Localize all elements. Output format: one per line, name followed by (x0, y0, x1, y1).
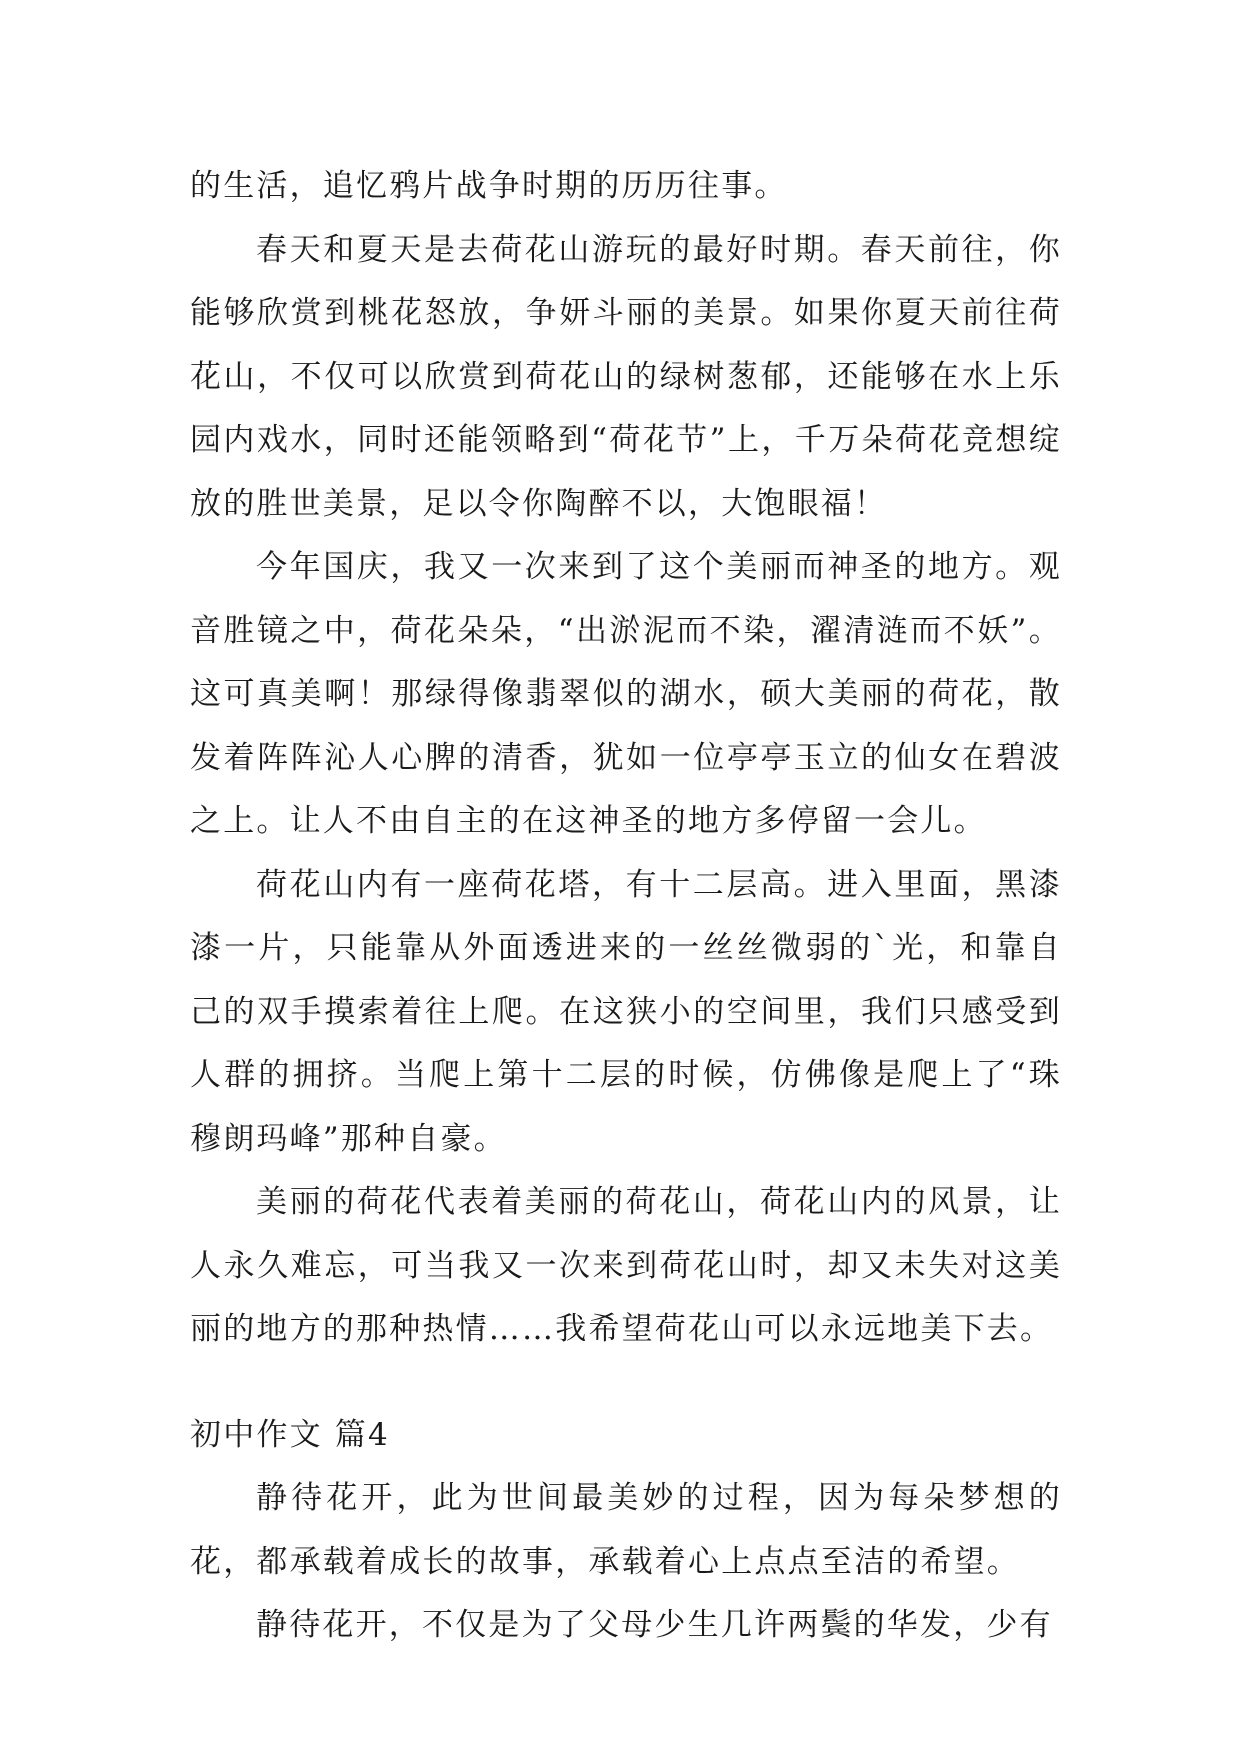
paragraph-5: 美丽的荷花代表着美丽的荷花山，荷花山内的风景，让人永久难忘，可当我又一次来到荷花山时，却又未失对这美丽的地方的那种热情……我希望荷花山可以永远地美下去。 (190, 1184, 1062, 1347)
section-heading: 初中作文 篇4 (190, 1416, 390, 1453)
paragraph-2: 春天和夏天是去荷花山游玩的最好时期。春天前往，你能够欣赏到桃花怒放，争妍斗丽的美景。如果你夏天前往荷花山，不仅可以欣赏到荷花山的绿树葱郁，还能够在水上乐园内戏水，同时还能领略到“荷花节”上，千万朵荷花竞想绽放的胜世美景，足以令你陶醉不以，大饱眼福！ (190, 231, 1062, 522)
paragraph-1: 的生活，追忆鸦片战争时期的历历往事。 (190, 168, 788, 204)
document-page (190, 155, 1062, 1658)
section-gap (190, 1362, 1062, 1404)
paragraph-6: 静待花开，此为世间最美妙的过程，因为每朵梦想的花，都承载着成长的故事，承载着心上点点至洁的希望。 (190, 1480, 1062, 1580)
paragraph-7: 静待花开，不仅是为了父母少生几许两鬓的华发，少有 (256, 1607, 1053, 1643)
paragraph-4: 荷花山内有一座荷花塔，有十二层高。进入里面，黑漆漆一片，只能靠从外面透进来的一丝丝微弱的`光，和靠自己的双手摸索着往上爬。在这狭小的空间里，我们只感受到人群的拥挤。当爬上第十二层的时候，仿佛像是爬上了“珠穆朗玛峰”那种自豪。 (190, 866, 1062, 1157)
paragraph-3: 今年国庆，我又一次来到了这个美丽而神圣的地方。观音胜镜之中，荷花朵朵，“出淤泥而不染，濯清涟而不妖”。这可真美啊！那绿得像翡翠似的湖水，硕大美丽的荷花，散发着阵阵沁人心脾的清香，犹如一位亭亭玉立的仙女在碧波之上。让人不由自主的在这神圣的地方多停留一会儿。 (190, 549, 1062, 839)
